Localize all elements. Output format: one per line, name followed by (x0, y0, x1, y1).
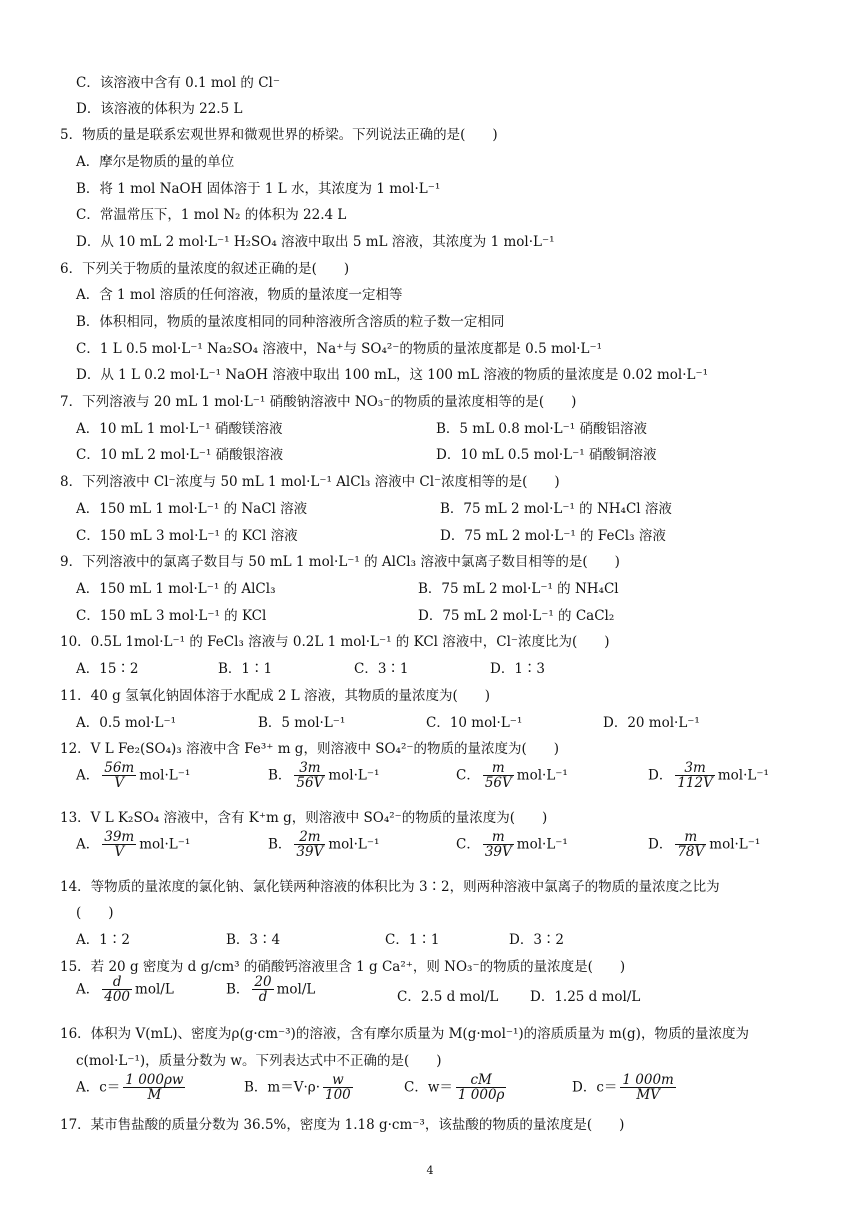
text-line: A．1∶2 (76, 932, 130, 948)
text-line: B．75 mL 2 mol·L⁻¹ 的 NH₄Cl 溶液 (440, 501, 672, 517)
option-label: A．c＝ (76, 1079, 121, 1096)
fraction-option (456, 827, 568, 862)
text-line: 17．某市售盐酸的质量分数为 36.5%，密度为 1.18 g·cm⁻³，该盐酸的物质的量浓度是( ) (60, 1117, 625, 1133)
text-line: 15．若 20 g 密度为 d g/cm³ 的硝酸钙溶液里含 1 g Ca²⁺，则 NO₃⁻的物质的量浓度是( ) (60, 959, 626, 975)
text-line: 7．下列溶液与 20 mL 1 mol·L⁻¹ 硝酸钠溶液中 NO₃⁻的物质的量浓度相等的是( ) (60, 394, 577, 410)
option-label: B． (268, 767, 292, 784)
text-line: c(mol·L⁻¹)，质量分数为 w。下列表达式中不正确的是( ) (76, 1053, 442, 1069)
text-line: 10．0.5L 1mol·L⁻¹ 的 FeCl₃ 溶液与 0.2L 1 mol·L⁻¹ 的 KCl 溶液中，Cl⁻浓度比为( ) (60, 634, 610, 650)
fraction-option (572, 1070, 679, 1105)
fraction (252, 975, 273, 1004)
denominator: 1 000ρ (457, 1087, 505, 1103)
text-line: C．1∶1 (385, 932, 440, 948)
fraction-option (648, 827, 760, 862)
fraction (323, 1073, 353, 1102)
text-line: D．从 10 mL 2 mol·L⁻¹ H₂SO₄ 溶液中取出 5 mL 溶液，其浓度为 1 mol·L⁻¹ (76, 234, 555, 250)
option-label: B． (226, 981, 250, 998)
text-line: B．将 1 mol NaOH 固体溶于 1 L 水，其浓度为 1 mol·L⁻¹ (76, 181, 441, 197)
numerator: 1 000ρw (125, 1072, 184, 1088)
text-line: D．75 mL 2 mol·L⁻¹ 的 CaCl₂ (418, 608, 615, 624)
fraction-option (76, 972, 174, 1007)
option-label: A． (76, 981, 100, 998)
unit: mol·L⁻¹ (328, 836, 380, 853)
text-line: 5．物质的量是联系宏观世界和微观世界的桥梁。下列说法正确的是( ) (60, 127, 498, 143)
unit: mol/L (135, 981, 174, 998)
unit: mol·L⁻¹ (139, 767, 191, 784)
fraction (102, 830, 136, 859)
fraction (123, 1073, 185, 1102)
text-line: C．2.5 d mol/L (397, 989, 499, 1005)
text-line: 12．V L Fe₂(SO₄)₃ 溶液中含 Fe³⁺ m g，则溶液中 SO₄²⁻的物质的量浓度为( ) (60, 741, 560, 757)
unit: mol·L⁻¹ (328, 767, 380, 784)
denominator: 39V (296, 844, 324, 860)
text-line: D．75 mL 2 mol·L⁻¹ 的 FeCl₃ 溶液 (440, 528, 666, 544)
fraction-option (456, 758, 568, 793)
numerator: 3m (294, 761, 325, 776)
page-number: 4 (426, 1164, 434, 1177)
fraction (675, 830, 706, 859)
fraction (102, 761, 136, 790)
denominator: 56V (296, 775, 324, 791)
fraction-option (268, 758, 379, 793)
denominator: d (258, 989, 268, 1005)
option-label: D． (648, 836, 673, 853)
fraction (483, 761, 514, 790)
fraction (102, 975, 132, 1004)
text-line: A．0.5 mol·L⁻¹ (76, 715, 177, 731)
text-line: C．该溶液中含有 0.1 mol 的 Cl⁻ (76, 75, 280, 91)
text-line: D．3∶2 (509, 932, 565, 948)
numerator: m (483, 830, 514, 845)
text-line: D．1.25 d mol/L (530, 989, 641, 1005)
fraction-option (76, 758, 190, 793)
denominator: V (114, 775, 125, 791)
option-label: D．c＝ (572, 1079, 618, 1096)
text-line: 6．下列关于物质的量浓度的叙述正确的是( ) (60, 261, 350, 277)
numerator: 20 (254, 974, 272, 990)
fraction-option (244, 1070, 356, 1105)
text-line: 16．体积为 V(mL)、密度为ρ(g·cm⁻³)的溶液，含有摩尔质量为 M(g·mol⁻¹)的溶质质量为 m(g)，物质的量浓度为 (60, 1026, 749, 1042)
denominator: 112V (677, 775, 713, 791)
text-line: 13．V L K₂SO₄ 溶液中，含有 K⁺m g，则溶液中 SO₄²⁻的物质的量浓度为( ) (60, 810, 548, 826)
text-line: B．75 mL 2 mol·L⁻¹ 的 NH₄Cl (418, 581, 619, 597)
unit: mol·L⁻¹ (717, 767, 769, 784)
text-line: A．150 mL 1 mol·L⁻¹ 的 NaCl 溶液 (76, 501, 308, 517)
numerator: 3m (675, 761, 715, 776)
denominator: M (147, 1087, 162, 1103)
text-line: C．1 L 0.5 mol·L⁻¹ Na₂SO₄ 溶液中，Na⁺与 SO₄²⁻的物质的量浓度都是 0.5 mol·L⁻¹ (76, 341, 602, 357)
option-label: B． (268, 836, 292, 853)
fraction (294, 761, 325, 790)
numerator: 2m (294, 830, 325, 845)
option-label: C． (456, 836, 480, 853)
text-line: 9．下列溶液中的氯离子数目与 50 mL 1 mol·L⁻¹ 的 AlCl₃ 溶液中氯离子数目相等的是( ) (60, 554, 620, 570)
text-line: C．常温常压下，1 mol N₂ 的体积为 22.4 L (76, 207, 347, 223)
numerator: m (675, 830, 706, 845)
text-line: A．10 mL 1 mol·L⁻¹ 硝酸镁溶液 (76, 421, 283, 437)
fraction (483, 830, 514, 859)
fraction-option (648, 758, 769, 793)
text-line: C．10 mL 2 mol·L⁻¹ 硝酸银溶液 (76, 447, 284, 463)
text-line: D．20 mol·L⁻¹ (603, 715, 700, 731)
text-line: C．150 mL 3 mol·L⁻¹ 的 KCl (76, 608, 267, 624)
text-line: ( ) (76, 905, 114, 921)
fraction (294, 830, 325, 859)
numerator: m (483, 761, 514, 776)
denominator: 100 (325, 1087, 351, 1103)
text-line: C．10 mol·L⁻¹ (426, 715, 523, 731)
fraction-option (76, 827, 190, 862)
numerator: 1 000m (622, 1072, 674, 1088)
text-line: B．1∶1 (218, 661, 273, 677)
unit: mol·L⁻¹ (709, 836, 761, 853)
unit: mol·L⁻¹ (516, 836, 568, 853)
text-line: D．从 1 L 0.2 mol·L⁻¹ NaOH 溶液中取出 100 mL，这 100 mL 溶液的物质的量浓度是 0.02 mol·L⁻¹ (76, 367, 709, 383)
text-line: 8．下列溶液中 Cl⁻浓度与 50 mL 1 mol·L⁻¹ AlCl₃ 溶液中 Cl⁻浓度相等的是( ) (60, 474, 560, 490)
denominator: MV (636, 1087, 660, 1103)
fraction (620, 1073, 675, 1102)
text-line: C．150 mL 3 mol·L⁻¹ 的 KCl 溶液 (76, 528, 298, 544)
denominator: 39V (484, 844, 512, 860)
text-line: A．含 1 mol 溶质的任何溶液，物质的量浓度一定相等 (76, 287, 403, 303)
text-line: B．3∶4 (226, 932, 281, 948)
numerator: w (323, 1073, 353, 1088)
unit: mol·L⁻¹ (516, 767, 568, 784)
option-label: B．m＝V·ρ· (244, 1079, 320, 1096)
text-line: B．5 mL 0.8 mol·L⁻¹ 硝酸铝溶液 (436, 421, 647, 437)
denominator: 78V (677, 844, 705, 860)
text-line: A．150 mL 1 mol·L⁻¹ 的 AlCl₃ (76, 581, 276, 597)
numerator: cM (456, 1073, 507, 1088)
fraction-option (404, 1070, 509, 1105)
unit: mol/L (276, 981, 316, 998)
text-line: D．1∶3 (490, 661, 546, 677)
unit: mol·L⁻¹ (139, 836, 191, 853)
fraction-option (76, 1070, 188, 1105)
numerator: 56m (104, 760, 135, 776)
numerator: d (102, 975, 132, 990)
option-label: A． (76, 836, 100, 853)
text-line: B．5 mol·L⁻¹ (258, 715, 346, 731)
denominator: 400 (104, 989, 131, 1005)
fraction-option (268, 827, 379, 862)
fraction (456, 1073, 507, 1102)
text-line: C．3∶1 (354, 661, 409, 677)
option-label: C．w＝ (404, 1079, 453, 1096)
text-line: D．10 mL 0.5 mol·L⁻¹ 硝酸铜溶液 (436, 447, 657, 463)
option-label: C． (456, 767, 480, 784)
text-line: 14．等物质的量浓度的氯化钠、氯化镁两种溶液的体积比为 3∶2，则两种溶液中氯离子的物质的量浓度之比为 (60, 879, 720, 895)
denominator: 56V (484, 775, 512, 791)
text-line: D．该溶液的体积为 22.5 L (76, 101, 243, 117)
text-line: A．15∶2 (76, 661, 139, 677)
denominator: V (114, 844, 125, 860)
text-line: 11．40 g 氢氧化钠固体溶于水配成 2 L 溶液，其物质的量浓度为( ) (60, 688, 491, 704)
text-line: B．体积相同，物质的量浓度相同的同种溶液所含溶质的粒子数一定相同 (76, 314, 505, 330)
numerator: 39m (104, 829, 135, 845)
fraction-option (226, 972, 315, 1007)
option-label: D． (648, 767, 673, 784)
text-line: A．摩尔是物质的量的单位 (76, 154, 235, 170)
fraction (675, 761, 715, 790)
option-label: A． (76, 767, 100, 784)
